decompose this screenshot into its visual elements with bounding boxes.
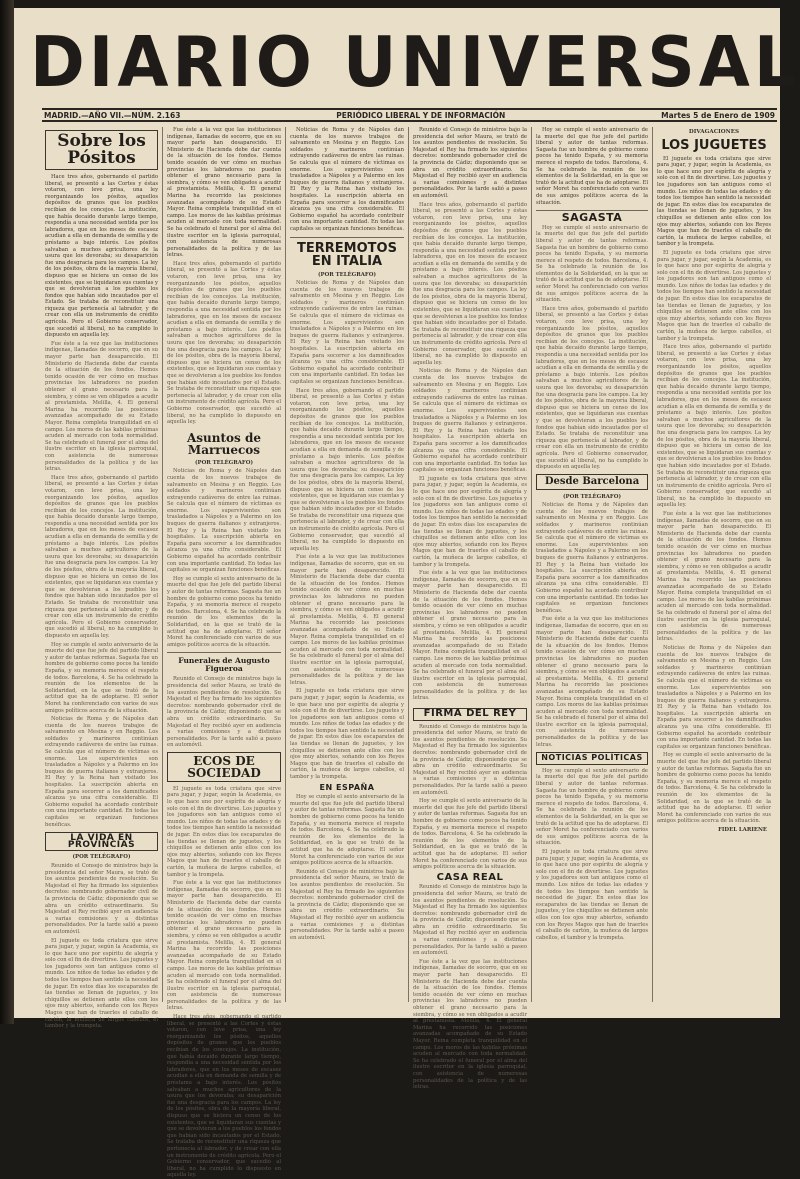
- article-title-marruecos: Asuntos de Marruecos: [186, 430, 262, 457]
- article-body: Hace tres años, gobernando el partido liberal, se presentó a las Cortes y éstas votaron, con leve prisa, una ley reorganizando los pósitos, aquellos depósitos de granos que los pueblos recibían de los concejos. La institución, que había decaído durante largo tiempo, respondía a una necesidad sentida por los labradores, que en los meses de escasez acudían a ella en demanda de semilla y de préstamo a bajo interés. Los pósitos salvaban a muchos agricultores de la usura que los devoraba; su desaparición fue una desgracia para los campos. La ley de los pósitos, obra de la mayoría liberal, dispuso que se hiciera un censo de los existentes, que se liquidaran sus cuentas y que se devolvieran a los pueblos los fondos que habían sido incautados por el Estado. Se trataba de reconstituir una riqueza que pertenecía al labrador, y de crear con ella un instrumento de crédito agrícola. Pero el Gobierno conservador, que sucedió al liberal, no ha cumplido lo dispuesto en aquella ley.: [290, 387, 404, 552]
- article-body: Hace tres años, gobernando el partido liberal, se presentó a las Cortes y éstas votaron, con leve prisa, una ley reorganizando los pósitos, aquellos depósitos de granos que los pueblos recibían de los concejos. La institución, que había decaído durante largo tiempo, respondía a una necesidad sentida por los labradores, que en los meses de escasez acudían a ella en demanda de semilla y de préstamo a bajo interés. Los pósitos salvaban a muchos agricultores de la usura que los devoraba; su desaparición fue una desgracia para los campos. La ley de los pósitos, obra de la mayoría liberal, dispuso que se hiciera un censo de los existentes, que se liquidaran sus cuentas y que se devolvieran a los pueblos los fondos que habían sido incautados por el Estado. Se trataba de reconstituir una riqueza que pertenecía al labrador, y de crear con ella un instrumento de crédito agrícola. Pero el Gobierno conservador, que sucedió al liberal, no ha cumplido lo dispuesto en aquella ley.: [536, 305, 648, 471]
- article-body: Hace tres años, gobernando el partido liberal, se presentó a las Cortes y éstas votaron, con leve prisa, una ley reorganizando los pósitos, aquellos depósitos de granos que los pueblos recibían de los concejos. La institución, que había decaído durante largo tiempo, respondía a una necesidad sentida por los labradores, que en los meses de escasez acudían a ella en demanda de semilla y de préstamo a bajo interés. Los pósitos salvaban a muchos agricultores de la usura que los devoraba; su desaparición fue una desgracia para los campos. La ley de los pósitos, obra de la mayoría liberal, dispuso que se hiciera un censo de los existentes, que se liquidaran sus cuentas y que se devolvieran a los pueblos los fondos que habían sido incautados por el Estado. Se trataba de reconstituir una riqueza que pertenecía al labrador, y de crear con ella un instrumento de crédito agrícola. Pero el Gobierno conservador, que sucedió al liberal, no ha cumplido lo dispuesto en aquella ley.: [45, 474, 158, 639]
- article-body: Noticias de Roma y de Nápoles dan cuenta de los nuevos trabajos de salvamento en Mesina y en Reggio. Los soldados y marineros continúan extrayendo cadáveres de entre las ruinas. Se calcula que el número de víctimas es enorme. Los supervivientes son trasladados a Nápoles y a Palermo en los buques de guerra italianos y extranjeros. El Rey y la Reina han visitado los hospitales. La suscripción abierta en España para socorrer a los damnificados alcanza ya una cifra considerable. El Gobierno español ha acordado contribuir con una importante cantidad. En todas las capitales se organizan funciones benéficas.: [290, 127, 404, 232]
- masthead-title: DIARIO UNIVERSAL: [30, 22, 800, 103]
- article-body: El juguete es toda criatura que sirve para jugar, y jugar, según la Academia, es lo que hace uno por espíritu de alegría y solo con el fin de divertirse. Los juguetes y los jugadores son tan antiguos como el mundo. Los niños de todas las edades y de todos los tiempos han sentido la necesidad de jugar. En estos días los escaparates de las tiendas se llenan de juguetes, y los chiquillos se detienen ante ellos con los ojos muy abiertos, soñando con los Reyes Magos que han de traerles el caballo de cartón, la muñeca de largos cabellos, el tambor y la trompeta.: [657, 249, 771, 342]
- column-2: [167, 127, 281, 1179]
- issue-info-bar: [42, 108, 777, 122]
- column-4: [413, 127, 527, 1091]
- column-rule: [285, 127, 286, 1002]
- article-body: Hoy se cumple el sexto aniversario de la muerte del que fue jefe del partido liberal y autor de tantas reformas. Sagasta fue un hombre de gobierno como pocos ha tenido España, y su memoria merece el respeto de todos. Barcelona, 4. Se ha celebrado la reunión de los elementos de la Solidaridad, en la que se trató de la actitud que ha de adoptarse. El señor Moret ha conferenciado con varios de sus amigos políticos acerca de la situación.: [413, 798, 527, 871]
- column-6: [657, 127, 771, 1007]
- article-body: Noticias de Roma y de Nápoles dan cuenta de los nuevos trabajos de salvamento en Mesina y en Reggio. Los soldados y marineros continúan extrayendo cadáveres de entre las ruinas. Se calcula que el número de víctimas es enorme. Los supervivientes son trasladados a Nápoles y a Palermo en los buques de guerra italianos y extranjeros. El Rey y la Reina han visitado los hospitales. La suscripción abierta en España para socorrer a los damnificados alcanza ya una cifra considerable. El Gobierno español ha acordado contribuir con una importante cantidad. En todas las capitales se organizan funciones benéficas.: [657, 644, 771, 750]
- section-kicker: DIVAGACIONES: [688, 129, 740, 135]
- section-subtitle: (POR TELÉGRAFO): [317, 271, 376, 278]
- article-body: Hace tres años, gobernando el partido liberal, se presentó a las Cortes y éstas votaron, con leve prisa, una ley reorganizando los pósitos, aquellos depósitos de granos que los pueblos recibían de los concejos. La institución, que había decaído durante largo tiempo, respondía a una necesidad sentida por los labradores, que en los meses de escasez acudían a ella en demanda de semilla y de préstamo a bajo interés. Los pósitos salvaban a muchos agricultores de la usura que los devoraba; su desaparición fue una desgracia para los campos. La ley de los pósitos, obra de la mayoría liberal, dispuso que se hiciera un censo de los existentes, que se liquidaran sus cuentas y que se devolvieran a los pueblos los fondos que habían sido incautados por el Estado. Se trataba de reconstituir una riqueza que pertenecía al labrador, y de crear con ella un instrumento de crédito agrícola. Pero el Gobierno conservador, que sucedió al liberal, no ha cumplido lo dispuesto en aquella ley.: [413, 201, 527, 366]
- section-title-ecos: ECOS DE SOCIEDAD: [167, 752, 281, 782]
- section-title-espana: EN ESPAÑA: [319, 782, 375, 792]
- article-title-positos: Sobre los Pósitos: [45, 130, 158, 170]
- section-subtitle: (POR TELÉGRAFO): [194, 459, 253, 466]
- column-rule: [652, 127, 653, 1002]
- article-body: Noticias de Roma y de Nápoles dan cuenta de los nuevos trabajos de salvamento en Mesina y en Reggio. Los soldados y marineros continúan extrayendo cadáveres de entre las ruinas. Se calcula que el número de víctimas es enorme. Los supervivientes son trasladados a Nápoles y a Palermo en los buques de guerra italianos y extranjeros. El Rey y la Reina han visitado los hospitales. La suscripción abierta en España para socorrer a los damnificados alcanza ya una cifra considerable. El Gobierno español ha acordado contribuir con una importante cantidad. En todas las capitales se organizan funciones benéficas.: [536, 502, 648, 614]
- issue-number: MADRID.—AÑO VII.—NÚM. 2.163: [44, 110, 181, 120]
- article-body: Fue éste a la vez que las instituciones indígenas, llamadas de socorro, que en su mayor parte han desaparecido. El Ministerio de Hacienda debe dar cuenta de la situación de los fondos. Hemos tenido ocasión de ver cómo en muchas provincias los labradores no pueden obtener el grano necesario para la siembra, y cómo se ven obligados a acudir al prestamista. Melilla, 4. El general Marina ha recorrido las posiciones avanzadas acompañado de su Estado Mayor. Reina completa tranquilidad en el campo. Los moros de las kabilas próximas acuden al mercado con toda normalidad. Se ha celebrado el funeral por el alma del ilustre escritor en la iglesia parroquial, con asistencia de numerosas personalidades de la política y de las letras.: [290, 554, 404, 686]
- article-title-sagasta: SAGASTA: [561, 211, 623, 225]
- article-body: Hoy se cumple el sexto aniversario de la muerte del que fue jefe del partido liberal y autor de tantas reformas. Sagasta fue un hombre de gobierno como pocos ha tenido España, y su memoria merece el respeto de todos. Barcelona, 4. Se ha celebrado la reunión de los elementos de la Solidaridad, en la que se trató de la actitud que ha de adoptarse. El señor Moret ha conferenciado con varios de sus amigos políticos acerca de la situación.: [45, 641, 158, 714]
- column-5: [536, 127, 648, 1007]
- article-body: Noticias de Roma y de Nápoles dan cuenta de los nuevos trabajos de salvamento en Mesina y en Reggio. Los soldados y marineros continúan extrayendo cadáveres de entre las ruinas. Se calcula que el número de víctimas es enorme. Los supervivientes son trasladados a Nápoles y a Palermo en los buques de guerra italianos y extranjeros. El Rey y la Reina han visitado los hospitales. La suscripción abierta en España para socorrer a los damnificados alcanza ya una cifra considerable. El Gobierno español ha acordado contribuir con una importante cantidad. En todas las capitales se organizan funciones benéficas.: [45, 716, 158, 828]
- binding-gutter: [0, 0, 14, 1024]
- article-body: Reunido el Consejo de ministros bajo la presidencia del señor Maura, se trató de los asuntos pendientes de resolución. Su Majestad el Rey ha firmado los siguientes decretos: nombrando gobernador civil de la provincia de Cádiz; disponiendo que se abra un crédito extraordinario. Su Majestad el Rey recibió ayer en audiencia a varias comisiones y a distintas personalidades. Por la tarde salió a paseo en automóvil.: [413, 127, 527, 199]
- article-title-juguetes: LOS JUGUETES: [661, 137, 767, 153]
- article-body: Hoy se cumple el sexto aniversario de la muerte del que fue jefe del partido liberal y autor de tantas reformas. Sagasta fue un hombre de gobierno como pocos ha tenido España, y su memoria merece el respeto de todos. Barcelona, 4. Se ha celebrado la reunión de los elementos de la Solidaridad, en la que se trató de la actitud que ha de adoptarse. El señor Moret ha conferenciado con varios de sus amigos políticos acerca de la situación.: [536, 127, 648, 206]
- article-body: Reunido el Consejo de ministros bajo la presidencia del señor Maura, se trató de los asuntos pendientes de resolución. Su Majestad el Rey ha firmado los siguientes decretos: nombrando gobernador civil de la provincia de Cádiz; disponiendo que se abra un crédito extraordinario. Su Majestad el Rey recibió ayer en audiencia a varias comisiones y a distintas personalidades. Por la tarde salió a paseo en automóvil.: [413, 723, 527, 796]
- article-body: Reunido el Consejo de ministros bajo la presidencia del señor Maura, se trató de los asuntos pendientes de resolución. Su Majestad el Rey ha firmado los siguientes decretos: nombrando gobernador civil de la provincia de Cádiz; disponiendo que se abra un crédito extraordinario. Su Majestad el Rey recibió ayer en audiencia a varias comisiones y a distintas personalidades. Por la tarde salió a paseo en automóvil.: [290, 868, 404, 941]
- article-body: Hoy se cumple el sexto aniversario de la muerte del que fue jefe del partido liberal y autor de tantas reformas. Sagasta fue un hombre de gobierno como pocos ha tenido España, y su memoria merece el respeto de todos. Barcelona, 4. Se ha celebrado la reunión de los elementos de la Solidaridad, en la que se trató de la actitud que ha de adoptarse. El señor Moret ha conferenciado con varios de sus amigos políticos acerca de la situación.: [536, 767, 648, 847]
- article-title-barcelona: Desde Barcelona: [536, 474, 648, 490]
- tagline: PERIÓDICO LIBERAL Y DE INFORMACIÓN: [336, 110, 506, 120]
- section-title-casa-real: CASA REAL: [436, 871, 504, 883]
- article-body: Reunido el Consejo de ministros bajo la presidencia del señor Maura, se trató de los asuntos pendientes de resolución. Su Majestad el Rey ha firmado los siguientes decretos: nombrando gobernador civil de la provincia de Cádiz; disponiendo que se abra un crédito extraordinario. Su Majestad el Rey recibió ayer en audiencia a varias comisiones y a distintas personalidades. Por la tarde salió a paseo en automóvil.: [45, 862, 158, 935]
- section-title-firma-rey: FIRMA DEL REY: [413, 708, 527, 721]
- article-body: El juguete es toda criatura que sirve para jugar, y jugar, según la Academia, es lo que hace uno por espíritu de alegría y solo con el fin de divertirse. Los juguetes y los jugadores son tan antiguos como el mundo. Los niños de todas las edades y de todos los tiempos han sentido la necesidad de jugar. En estos días los escaparates de las tiendas se llenan de juguetes, y los chiquillos se detienen ante ellos con los ojos muy abiertos, soñando con los Reyes Magos que han de traerles el caballo de cartón, la muñeca de largos cabellos, el tambor y la trompeta.: [290, 688, 404, 781]
- article-body: El juguete es toda criatura que sirve para jugar, y jugar, según la Academia, es lo que hace uno por espíritu de alegría y solo con el fin de divertirse. Los juguetes y los jugadores son tan antiguos como el mundo. Los niños de todas las edades y de todos los tiempos han sentido la necesidad de jugar. En estos días los escaparates de las tiendas se llenan de juguetes, y los chiquillos se detienen ante ellos con los ojos muy abiertos, soñando con los Reyes Magos que han de traerles el caballo de cartón, la muñeca de largos cabellos, el tambor y la trompeta.: [657, 155, 771, 248]
- column-1: [45, 127, 158, 1030]
- issue-date: Martes 5 de Enero de 1909: [661, 110, 775, 120]
- article-body: El juguete es toda criatura que sirve para jugar, y jugar, según la Academia, es lo que hace uno por espíritu de alegría y solo con el fin de divertirse. Los juguetes y los jugadores son tan antiguos como el mundo. Los niños de todas las edades y de todos los tiempos han sentido la necesidad de jugar. En estos días los escaparates de las tiendas se llenan de juguetes, y los chiquillos se detienen ante ellos con los ojos muy abiertos, soñando con los Reyes Magos que han de traerles el caballo de cartón, la muñeca de largos cabellos, el tambor y la trompeta.: [45, 937, 158, 1030]
- column-rule: [531, 127, 532, 1002]
- column-rule: [408, 127, 409, 1002]
- article-body: Hace tres años, gobernando el partido liberal, se presentó a las Cortes y éstas votaron, con leve prisa, una ley reorganizando los pósitos, aquellos depósitos de granos que los pueblos recibían de los concejos. La institución, que había decaído durante largo tiempo, respondía a una necesidad sentida por los labradores, que en los meses de escasez acudían a ella en demanda de semilla y de préstamo a bajo interés. Los pósitos salvaban a muchos agricultores de la usura que los devoraba; su desaparición fue una desgracia para los campos. La ley de los pósitos, obra de la mayoría liberal, dispuso que se hiciera un censo de los existentes, que se liquidaran sus cuentas y que se devolvieran a los pueblos los fondos que habían sido incautados por el Estado. Se trataba de reconstituir una riqueza que pertenecía al labrador, y de crear con ella un instrumento de crédito agrícola. Pero el Gobierno conservador, que sucedió al liberal, no ha cumplido lo dispuesto en aquella ley.: [167, 260, 281, 426]
- article-body: Hoy se cumple el sexto aniversario de la muerte del que fue jefe del partido liberal y autor de tantas reformas. Sagasta fue un hombre de gobierno como pocos ha tenido España, y su memoria merece el respeto de todos. Barcelona, 4. Se ha celebrado la reunión de los elementos de la Solidaridad, en la que se trató de la actitud que ha de adoptarse. El señor Moret ha conferenciado con varios de sus amigos políticos acerca de la situación.: [657, 752, 771, 825]
- article-body: Hace tres años, gobernando el partido liberal, se presentó a las Cortes y éstas votaron, con leve prisa, una ley reorganizando los pósitos, aquellos depósitos de granos que los pueblos recibían de los concejos. La institución, que había decaído durante largo tiempo, respondía a una necesidad sentida por los labradores, que en los meses de escasez acudían a ella en demanda de semilla y de préstamo a bajo interés. Los pósitos salvaban a muchos agricultores de la usura que los devoraba; su desaparición fue una desgracia para los campos. La ley de los pósitos, obra de la mayoría liberal, dispuso que se hiciera un censo de los existentes, que se liquidaran sus cuentas y que se devolvieran a los pueblos los fondos que habían sido incautados por el Estado. Se trataba de reconstituir una riqueza que pertenecía al labrador, y de crear con ella un instrumento de crédito agrícola. Pero el Gobierno conservador, que sucedió al liberal, no ha cumplido lo dispuesto en aquella ley.: [657, 344, 771, 509]
- article-body: Reunido el Consejo de ministros bajo la presidencia del señor Maura, se trató de los asuntos pendientes de resolución. Su Majestad el Rey ha firmado los siguientes decretos: nombrando gobernador civil de la provincia de Cádiz; disponiendo que se abra un crédito extraordinario. Su Majestad el Rey recibió ayer en audiencia a varias comisiones y a distintas personalidades. Por la tarde salió a paseo en automóvil.: [167, 676, 281, 749]
- article-body: El juguete es toda criatura que sirve para jugar, y jugar, según la Academia, es lo que hace uno por espíritu de alegría y solo con el fin de divertirse. Los juguetes y los jugadores son tan antiguos como el mundo. Los niños de todas las edades y de todos los tiempos han sentido la necesidad de jugar. En estos días los escaparates de las tiendas se llenan de juguetes, y los chiquillos se detienen ante ellos con los ojos muy abiertos, soñando con los Reyes Magos que han de traerles el caballo de cartón, la muñeca de largos cabellos, el tambor y la trompeta.: [536, 848, 648, 941]
- article-body: Noticias de Roma y de Nápoles dan cuenta de los nuevos trabajos de salvamento en Mesina y en Reggio. Los soldados y marineros continúan extrayendo cadáveres de entre las ruinas. Se calcula que el número de víctimas es enorme. Los supervivientes son trasladados a Nápoles y a Palermo en los buques de guerra italianos y extranjeros. El Rey y la Reina han visitado los hospitales. La suscripción abierta en España para socorrer a los damnificados alcanza ya una cifra considerable. El Gobierno español ha acordado contribuir con una importante cantidad. En todas las capitales se organizan funciones benéficas.: [413, 368, 527, 474]
- article-title-funerales: Funerales de Augusto Figueroa: [178, 656, 270, 673]
- article-body: El juguete es toda criatura que sirve para jugar, y jugar, según la Academia, es lo que hace uno por espíritu de alegría y solo con el fin de divertirse. Los juguetes y los jugadores son tan antiguos como el mundo. Los niños de todas las edades y de todos los tiempos han sentido la necesidad de jugar. En estos días los escaparates de las tiendas se llenan de juguetes, y los chiquillos se detienen ante ellos con los ojos muy abiertos, soñando con los Reyes Magos que han de traerles el caballo de cartón, la muñeca de largos cabellos, el tambor y la trompeta.: [167, 785, 281, 878]
- article-body: Hoy se cumple el sexto aniversario de la muerte del que fue jefe del partido liberal y autor de tantas reformas. Sagasta fue un hombre de gobierno como pocos ha tenido España, y su memoria merece el respeto de todos. Barcelona, 4. Se ha celebrado la reunión de los elementos de la Solidaridad, en la que se trató de la actitud que ha de adoptarse. El señor Moret ha conferenciado con varios de sus amigos políticos acerca de la situación.: [290, 794, 404, 867]
- article-body: Fue éste a la vez que las instituciones indígenas, llamadas de socorro, que en su mayor parte han desaparecido. El Ministerio de Hacienda debe dar cuenta de la situación de los fondos. Hemos tenido ocasión de ver cómo en muchas provincias los labradores no pueden obtener el grano necesario para la siembra, y cómo se ven obligados a acudir al prestamista. Melilla, 4. El general Marina ha recorrido las posiciones avanzadas acompañado de su Estado Mayor. Reina completa tranquilidad en el campo. Los moros de las kabilas próximas acuden al mercado con toda normalidad. Se ha celebrado el funeral por el alma del ilustre escritor en la iglesia parroquial, con asistencia de numerosas personalidades de la política y de las letras.: [657, 511, 771, 643]
- article-body: Hoy se cumple el sexto aniversario de la muerte del que fue jefe del partido liberal y autor de tantas reformas. Sagasta fue un hombre de gobierno como pocos ha tenido España, y su memoria merece el respeto de todos. Barcelona, 4. Se ha celebrado la reunión de los elementos de la Solidaridad, en la que se trató de la actitud que ha de adoptarse. El señor Moret ha conferenciado con varios de sus amigos políticos acerca de la situación.: [536, 224, 648, 304]
- article-signature: FIDEL LARIENE: [718, 826, 767, 833]
- article-body: Fue éste a la vez que las instituciones indígenas, llamadas de socorro, que en su mayor parte han desaparecido. El Ministerio de Hacienda debe dar cuenta de la situación de los fondos. Hemos tenido ocasión de ver cómo en muchas provincias los labradores no pueden obtener el grano necesario para la siembra, y cómo se ven obligados a acudir al prestamista. Melilla, 4. El general Marina ha recorrido las posiciones avanzadas acompañado de su Estado Mayor. Reina completa tranquilidad en el campo. Los moros de las kabilas próximas acuden al mercado con toda normalidad. Se ha celebrado el funeral por el alma del ilustre escritor en la iglesia parroquial, con asistencia de numerosas personalidades de la política y de las letras.: [45, 340, 158, 473]
- article-body: Reunido el Consejo de ministros bajo la presidencia del señor Maura, se trató de los asuntos pendientes de resolución. Su Majestad el Rey ha firmado los siguientes decretos: nombrando gobernador civil de la provincia de Cádiz; disponiendo que se abra un crédito extraordinario. Su Majestad el Rey recibió ayer en audiencia a varias comisiones y a distintas personalidades. Por la tarde salió a paseo en automóvil.: [413, 884, 527, 957]
- article-body: Fue éste a la vez que las instituciones indígenas, llamadas de socorro, que en su mayor parte han desaparecido. El Ministerio de Hacienda debe dar cuenta de la situación de los fondos. Hemos tenido ocasión de ver cómo en muchas provincias los labradores no pueden obtener el grano necesario para la siembra, y cómo se ven obligados a acudir al prestamista. Melilla, 4. El general Marina ha recorrido las posiciones avanzadas acompañado de su Estado Mayor. Reina completa tranquilidad en el campo. Los moros de las kabilas próximas acuden al mercado con toda normalidad. Se ha celebrado el funeral por el alma del ilustre escritor en la iglesia parroquial, con asistencia de numerosas personalidades de la política y de las letras.: [413, 958, 527, 1091]
- section-subtitle: (POR TELÉGRAFO): [562, 493, 621, 500]
- article-body: Hace tres años, gobernando el partido liberal, se presentó a las Cortes y éstas votaron, con leve prisa, una ley reorganizando los pósitos, aquellos depósitos de granos que los pueblos recibían de los concejos. La institución, que había decaído durante largo tiempo, respondía a una necesidad sentida por los labradores, que en los meses de escasez acudían a ella en demanda de semilla y de préstamo a bajo interés. Los pósitos salvaban a muchos agricultores de la usura que los devoraba; su desaparición fue una desgracia para los campos. La ley de los pósitos, obra de la mayoría liberal, dispuso que se hiciera un censo de los existentes, que se liquidaran sus cuentas y que se devolvieran a los pueblos los fondos que habían sido incautados por el Estado. Se trataba de reconstituir una riqueza que pertenecía al labrador, y de crear con ella un instrumento de crédito agrícola. Pero el Gobierno conservador, que sucedió al liberal, no ha cumplido lo dispuesto en aquella ley.: [167, 1014, 281, 1179]
- section-title-vida-provincias: LA VIDA EN PROVINCIAS: [45, 832, 158, 851]
- column-3: [290, 127, 404, 1007]
- article-body: Noticias de Roma y de Nápoles dan cuenta de los nuevos trabajos de salvamento en Mesina y en Reggio. Los soldados y marineros continúan extrayendo cadáveres de entre las ruinas. Se calcula que el número de víctimas es enorme. Los supervivientes son trasladados a Nápoles y a Palermo en los buques de guerra italianos y extranjeros. El Rey y la Reina han visitado los hospitales. La suscripción abierta en España para socorrer a los damnificados alcanza ya una cifra considerable. El Gobierno español ha acordado contribuir con una importante cantidad. En todas las capitales se organizan funciones benéficas.: [167, 468, 281, 574]
- article-body: Noticias de Roma y de Nápoles dan cuenta de los nuevos trabajos de salvamento en Mesina y en Reggio. Los soldados y marineros continúan extrayendo cadáveres de entre las ruinas. Se calcula que el número de víctimas es enorme. Los supervivientes son trasladados a Nápoles y a Palermo en los buques de guerra italianos y extranjeros. El Rey y la Reina han visitado los hospitales. La suscripción abierta en España para socorrer a los damnificados alcanza ya una cifra considerable. El Gobierno español ha acordado contribuir con una importante cantidad. En todas las capitales se organizan funciones benéficas.: [290, 280, 404, 385]
- article-body: Hoy se cumple el sexto aniversario de la muerte del que fue jefe del partido liberal y autor de tantas reformas. Sagasta fue un hombre de gobierno como pocos ha tenido España, y su memoria merece el respeto de todos. Barcelona, 4. Se ha celebrado la reunión de los elementos de la Solidaridad, en la que se trató de la actitud que ha de adoptarse. El señor Moret ha conferenciado con varios de sus amigos políticos acerca de la situación.: [167, 575, 281, 648]
- article-body: Fue éste a la vez que las instituciones indígenas, llamadas de socorro, que en su mayor parte han desaparecido. El Ministerio de Hacienda debe dar cuenta de la situación de los fondos. Hemos tenido ocasión de ver cómo en muchas provincias los labradores no pueden obtener el grano necesario para la siembra, y cómo se ven obligados a acudir al prestamista. Melilla, 4. El general Marina ha recorrido las posiciones avanzadas acompañado de su Estado Mayor. Reina completa tranquilidad en el campo. Los moros de las kabilas próximas acuden al mercado con toda normalidad. Se ha celebrado el funeral por el alma del ilustre escritor en la iglesia parroquial, con asistencia de numerosas personalidades de la política y de las letras.: [413, 570, 527, 702]
- article-body: Fue éste a la vez que las instituciones indígenas, llamadas de socorro, que en su mayor parte han desaparecido. El Ministerio de Hacienda debe dar cuenta de la situación de los fondos. Hemos tenido ocasión de ver cómo en muchas provincias los labradores no pueden obtener el grano necesario para la siembra, y cómo se ven obligados a acudir al prestamista. Melilla, 4. El general Marina ha recorrido las posiciones avanzadas acompañado de su Estado Mayor. Reina completa tranquilidad en el campo. Los moros de las kabilas próximas acuden al mercado con toda normalidad. Se ha celebrado el funeral por el alma del ilustre escritor en la iglesia parroquial, con asistencia de numerosas personalidades de la política y de las letras.: [167, 127, 281, 259]
- article-title-terremotos: TERREMOTOS EN ITALIA: [297, 240, 397, 269]
- article-body: El juguete es toda criatura que sirve para jugar, y jugar, según la Academia, es lo que hace uno por espíritu de alegría y solo con el fin de divertirse. Los juguetes y los jugadores son tan antiguos como el mundo. Los niños de todas las edades y de todos los tiempos han sentido la necesidad de jugar. En estos días los escaparates de las tiendas se llenan de juguetes, y los chiquillos se detienen ante ellos con los ojos muy abiertos, soñando con los Reyes Magos que han de traerles el caballo de cartón, la muñeca de largos cabellos, el tambor y la trompeta.: [413, 475, 527, 568]
- article-body: Hace tres años, gobernando el partido liberal, se presentó a las Cortes y éstas votaron, con leve prisa, una ley reorganizando los pósitos, aquellos depósitos de granos que los pueblos recibían de los concejos. La institución, que había decaído durante largo tiempo, respondía a una necesidad sentida por los labradores, que en los meses de escasez acudían a ella en demanda de semilla y de préstamo a bajo interés. Los pósitos salvaban a muchos agricultores de la usura que los devoraba; su desaparición fue una desgracia para los campos. La ley de los pósitos, obra de la mayoría liberal, dispuso que se hiciera un censo de los existentes, que se liquidaran sus cuentas y que se devolvieran a los pueblos los fondos que habían sido incautados por el Estado. Se trataba de reconstituir una riqueza que pertenecía al labrador, y de crear con ella un instrumento de crédito agrícola. Pero el Gobierno conservador, que sucedió al liberal, no ha cumplido lo dispuesto en aquella ley.: [45, 174, 158, 339]
- article-body: Fue éste a la vez que las instituciones indígenas, llamadas de socorro, que en su mayor parte han desaparecido. El Ministerio de Hacienda debe dar cuenta de la situación de los fondos. Hemos tenido ocasión de ver cómo en muchas provincias los labradores no pueden obtener el grano necesario para la siembra, y cómo se ven obligados a acudir al prestamista. Melilla, 4. El general Marina ha recorrido las posiciones avanzadas acompañado de su Estado Mayor. Reina completa tranquilidad en el campo. Los moros de las kabilas próximas acuden al mercado con toda normalidad. Se ha celebrado el funeral por el alma del ilustre escritor en la iglesia parroquial, con asistencia de numerosas personalidades de la política y de las letras.: [536, 616, 648, 748]
- section-title-noticias-politicas: NOTICIAS POLÍTICAS: [536, 752, 648, 765]
- column-rule: [162, 127, 163, 1002]
- section-subtitle: (POR TELÉGRAFO): [72, 854, 131, 861]
- article-body: Fue éste a la vez que las instituciones indígenas, llamadas de socorro, que en su mayor parte han desaparecido. El Ministerio de Hacienda debe dar cuenta de la situación de los fondos. Hemos tenido ocasión de ver cómo en muchas provincias los labradores no pueden obtener el grano necesario para la siembra, y cómo se ven obligados a acudir al prestamista. Melilla, 4. El general Marina ha recorrido las posiciones avanzadas acompañado de su Estado Mayor. Reina completa tranquilidad en el campo. Los moros de las kabilas próximas acuden al mercado con toda normalidad. Se ha celebrado el funeral por el alma del ilustre escritor en la iglesia parroquial, con asistencia de numerosas personalidades de la política y de las letras.: [167, 880, 281, 1012]
